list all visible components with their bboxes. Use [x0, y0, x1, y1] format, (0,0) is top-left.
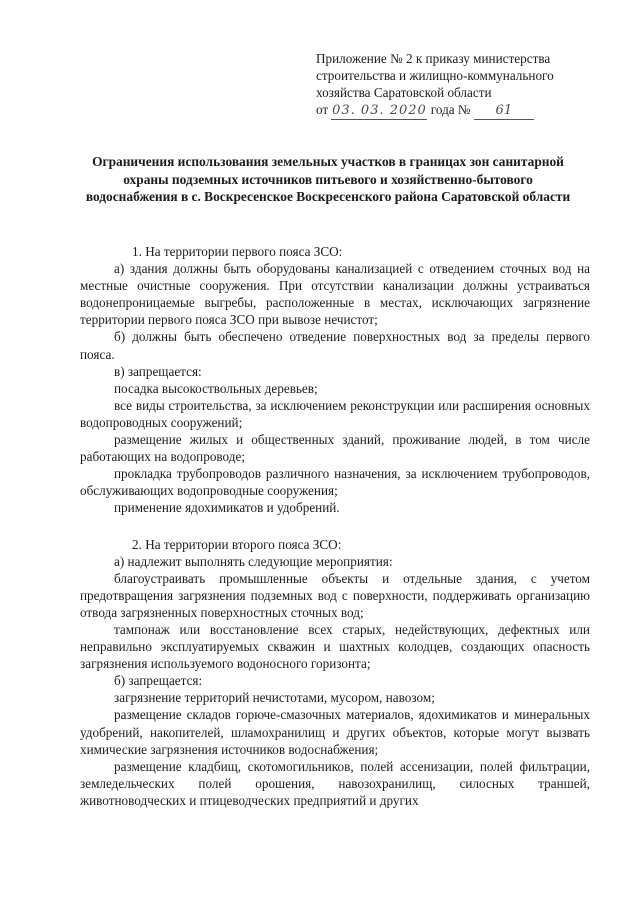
section-1-heading: 1. На территории первого пояса ЗСО: — [132, 244, 343, 259]
document-title: Ограничения использования земельных участков в границах зон санитарной охраны подземных источников питьевого и хозяйственно-бытового водоснабжения в с. Воскресенское Воскресенского района Саратовской области — [85, 154, 571, 204]
section-1-prohibition: применение ядохимикатов и удобрений. — [114, 500, 340, 516]
section-1-item-b: б) должны быть обеспечено отведение поверхностных вод за пределы первого пояса. — [80, 329, 590, 362]
appendix-block — [316, 50, 606, 120]
appendix-line-2: строительства и жилищно-коммунального — [316, 68, 554, 83]
section-2-prohibition: размещение кладбищ, скотомогильников, полей ассенизации, полей фильтрации, земледельческих полей орошения, навозохранилищ, силосных траншей, животноводческих и птицеводческих предприятий и других — [80, 758, 590, 808]
handwritten-date: 03. 03. 2020 — [332, 103, 427, 118]
section-2-measure: благоустраивать промышленные объекты и отдельные здания, с учетом предотвращения загрязнения подземных вод с поверхности, поддерживать организацию отвода загрязненных поверхностных сточных вод; — [80, 570, 590, 620]
section-2-prohibition: размещение складов горюче-смазочных материалов, ядохимикатов и минеральных удобрений, накопителей, шламохранилищ и других объектов, которые могут вызвать химические загрязнения источников водоснабжения; — [80, 707, 590, 757]
handwritten-order-number: 61 — [474, 102, 534, 120]
section-2-item-a-label: а) надлежит выполнять следующие мероприятия: — [114, 553, 393, 569]
section-1-prohibition: размещение жилых и общественных зданий, проживание людей, в том числе работающих на водопроводе; — [80, 432, 590, 465]
document-body — [80, 243, 590, 809]
section-spacer — [80, 517, 590, 536]
appendix-line-3: хозяйства Саратовской области — [316, 85, 492, 100]
year-number-label: года № — [430, 102, 471, 117]
appendix-date-line — [316, 101, 606, 120]
section-2-item-b-label: б) запрещается: — [114, 673, 203, 689]
section-2-measure: тампонаж или восстановление всех старых, недействующих, дефектных или неправильно эксплуатируемых скважин и шахтных колодцев, создающих опасность загрязнения используемого водоносного горизонта; — [80, 621, 590, 672]
section-1-prohibition: посадка высокоствольных деревьев; — [114, 380, 318, 396]
section-2-heading: 2. На территории второго пояса ЗСО: — [132, 536, 342, 552]
section-1-prohibition: прокладка трубопроводов различного назначения, за исключением трубопроводов, обслуживающих водопроводные сооружения; — [80, 466, 590, 499]
appendix-line-1: Приложение № 2 к приказу министерства — [316, 51, 551, 66]
from-prefix: от — [316, 102, 329, 117]
section-1-item-c-label: в) запрещается: — [114, 363, 202, 379]
section-1-prohibition: все виды строительства, за исключением реконструкции или расширения основных водопроводных сооружений; — [80, 397, 590, 430]
section-1-item-a: а) здания должны быть оборудованы канализацией с отведением сточных вод на местные очистные сооружения. При отсутствии канализации должны устраиваться водонепроницаемые выгребы, расположенные в местах, исключающих загрязнение территории первого пояса ЗСО при вывозе нечистот; — [80, 261, 590, 328]
section-2-prohibition: загрязнение территорий нечистотами, мусором, навозом; — [114, 690, 435, 706]
